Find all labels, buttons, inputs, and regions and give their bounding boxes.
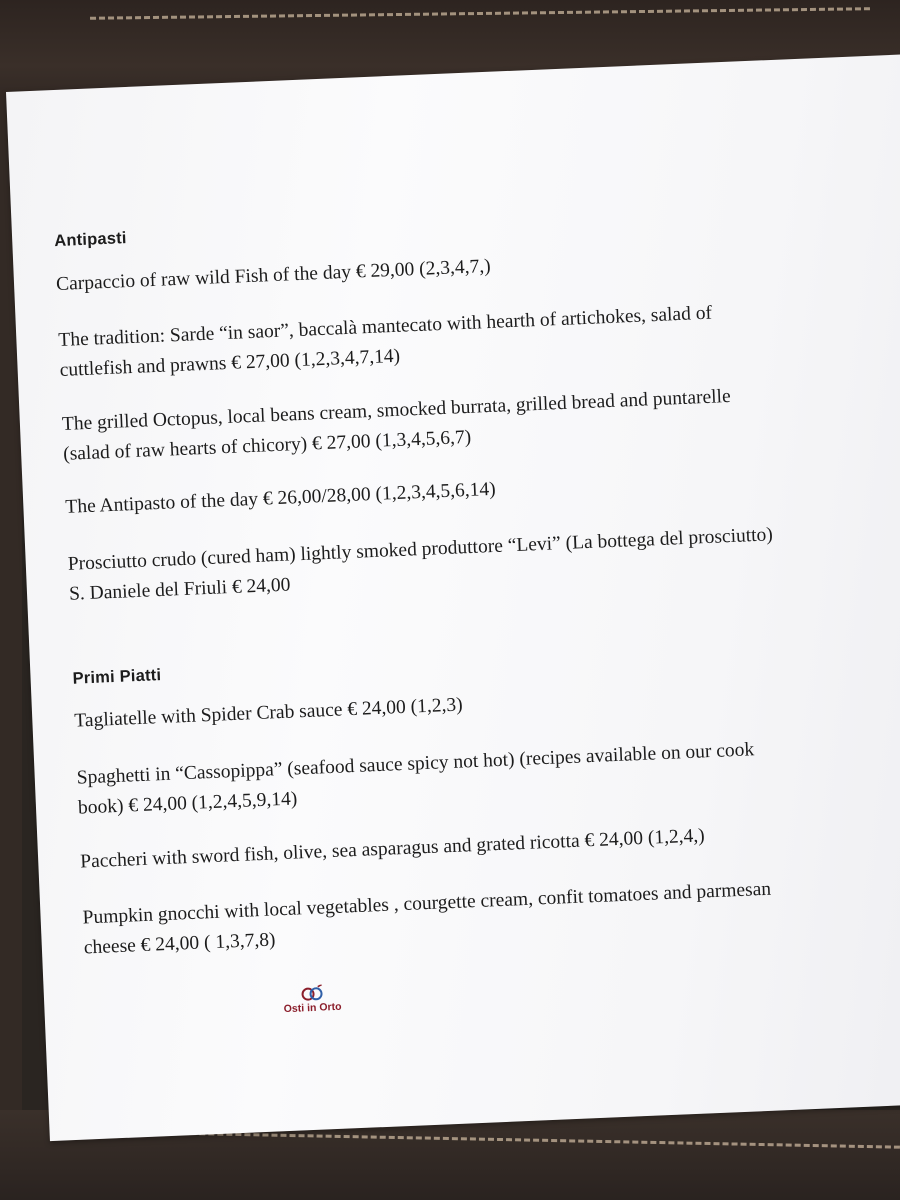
restaurant-logo: [272, 983, 353, 1015]
menu-page: [6, 53, 900, 1141]
menu-item-line: S. Daniele del Friuli € 24,00: [68, 574, 291, 605]
menu-item: [61, 375, 900, 470]
menu-item-line: Carpaccio of raw wild Fish of the day € 29,00 (2,3,4,7,): [55, 255, 492, 296]
menu-item: [65, 458, 900, 523]
menu-item-line: (salad of raw hearts of chicory) € 27,00 (1,3,4,5,6,7): [62, 426, 472, 465]
menu-item-line: Paccheri with sword fish, olive, sea asparagus and grated ricotta € 24,00 (1,2,4,): [79, 825, 706, 873]
menu-item-line: Pumpkin gnocchi with local vegetables , courgette cream, confit tomatoes and parmesan: [82, 878, 772, 929]
menu-item-line: Prosciutto crudo (cured ham) lightly smoked produttore “Levi” (La bottega del prosciutto): [67, 524, 774, 575]
menu-item-line: book) € 24,00 (1,2,4,5,9,14): [77, 788, 298, 819]
logo-text: Osti in Orto: [283, 1000, 342, 1016]
menu-item: [82, 868, 900, 963]
menu-item: [56, 235, 897, 300]
menu-item: [80, 812, 900, 877]
menu-item: [74, 672, 900, 737]
menu-item-line: Tagliatelle with Spider Crab sauce € 24,00 (1,2,3): [73, 694, 464, 732]
menu-item: [58, 291, 900, 386]
logo-mark-icon: [299, 984, 326, 1001]
menu-item: [67, 515, 900, 610]
menu-item-line: Spaghetti in “Cassopippa” (seafood sauce spicy not hot) (recipes available on our cook: [76, 739, 755, 789]
menu-item-line: The tradition: Sarde “in saor”, baccalà mantecato with hearth of artichokes, salad of: [58, 302, 713, 352]
section-title-primi-piatti: Primi Piatti: [72, 666, 162, 688]
section-title-antipasti: Antipasti: [53, 229, 127, 251]
menu-item-line: The Antipasto of the day € 26,00/28,00 (1,2,3,4,5,6,14): [65, 478, 497, 518]
menu-item-line: cheese € 24,00 ( 1,3,7,8): [83, 929, 276, 959]
menu-item: [76, 728, 900, 823]
menu-item-line: cuttlefish and prawns € 27,00 (1,2,3,4,7,14): [59, 345, 401, 381]
menu-item-line: The grilled Octopus, local beans cream, smocked burrata, grilled bread and puntarelle: [61, 385, 732, 435]
